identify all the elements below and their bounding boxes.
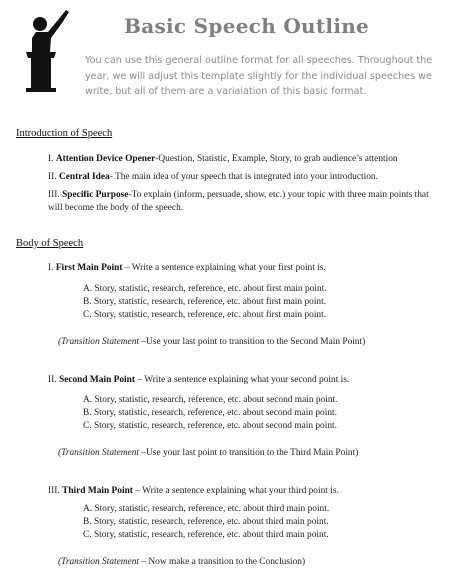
transition-statement-2: (Transition Statement –Use your last point to transition to the Third Main Point)	[58, 448, 359, 458]
main-point-1: I. First Main Point – Write a sentence explaining what your first point is.	[48, 263, 326, 273]
body-heading: Body of Speech	[16, 238, 84, 249]
sub-point: A. Story, statistic, research, reference, etc. about third main point.	[83, 504, 330, 514]
sub-point: A. Story, statistic, research, reference, etc. about first main point.	[83, 284, 327, 294]
sub-point: B. Story, statistic, research, reference, etc. about first main point.	[83, 297, 327, 307]
introduction-heading: Introduction of Speech	[16, 128, 113, 139]
sub-point: C. Story, statistic, research, reference, etc. about first main point.	[83, 310, 327, 320]
sub-point: B. Story, statistic, research, reference, etc. about third main point.	[83, 517, 329, 527]
intro-item-attention: I. Attention Device Opener-Question, Statistic, Example, Story, to grab audience’s attention	[48, 154, 398, 164]
speaker-podium-icon	[14, 8, 72, 92]
intro-item-central-idea: II. Central Idea- The main idea of your speech that is integrated into your introduction.	[48, 172, 378, 182]
transition-statement-3: (Transition Statement – Now make a transition to the Conclusion)	[58, 557, 306, 567]
main-point-3: III. Third Main Point – Write a sentence explaining what your third point is.	[48, 486, 339, 496]
transition-statement-1: (Transition Statement –Use your last point to transition to the Second Main Point)	[58, 337, 366, 347]
sub-point: C. Story, statistic, research, reference, etc. about second main point.	[83, 421, 337, 431]
intro-item-specific-purpose: III. Specific Purpose-To explain (inform, persuade, show, etc.) your topic with three main points that will become the body of the speech.	[48, 190, 429, 213]
intro-paragraph: You can use this general outline format for all speeches. Throughout the year, we will adjust this template slightly for the individual speeches we write, but all of them are a variaiation of this basic format.	[85, 55, 433, 97]
sub-point: A. Story, statistic, research, reference, etc. about second main point.	[83, 395, 338, 405]
sub-point: C. Story, statistic, research, reference, etc. about third main point.	[83, 530, 329, 540]
page-title: Basic Speech Outline	[124, 14, 370, 38]
sub-point: B. Story, statistic, research, reference, etc. about second main point.	[83, 408, 337, 418]
main-point-2: II. Second Main Point – Write a sentence explaining what your second point is.	[48, 375, 350, 385]
